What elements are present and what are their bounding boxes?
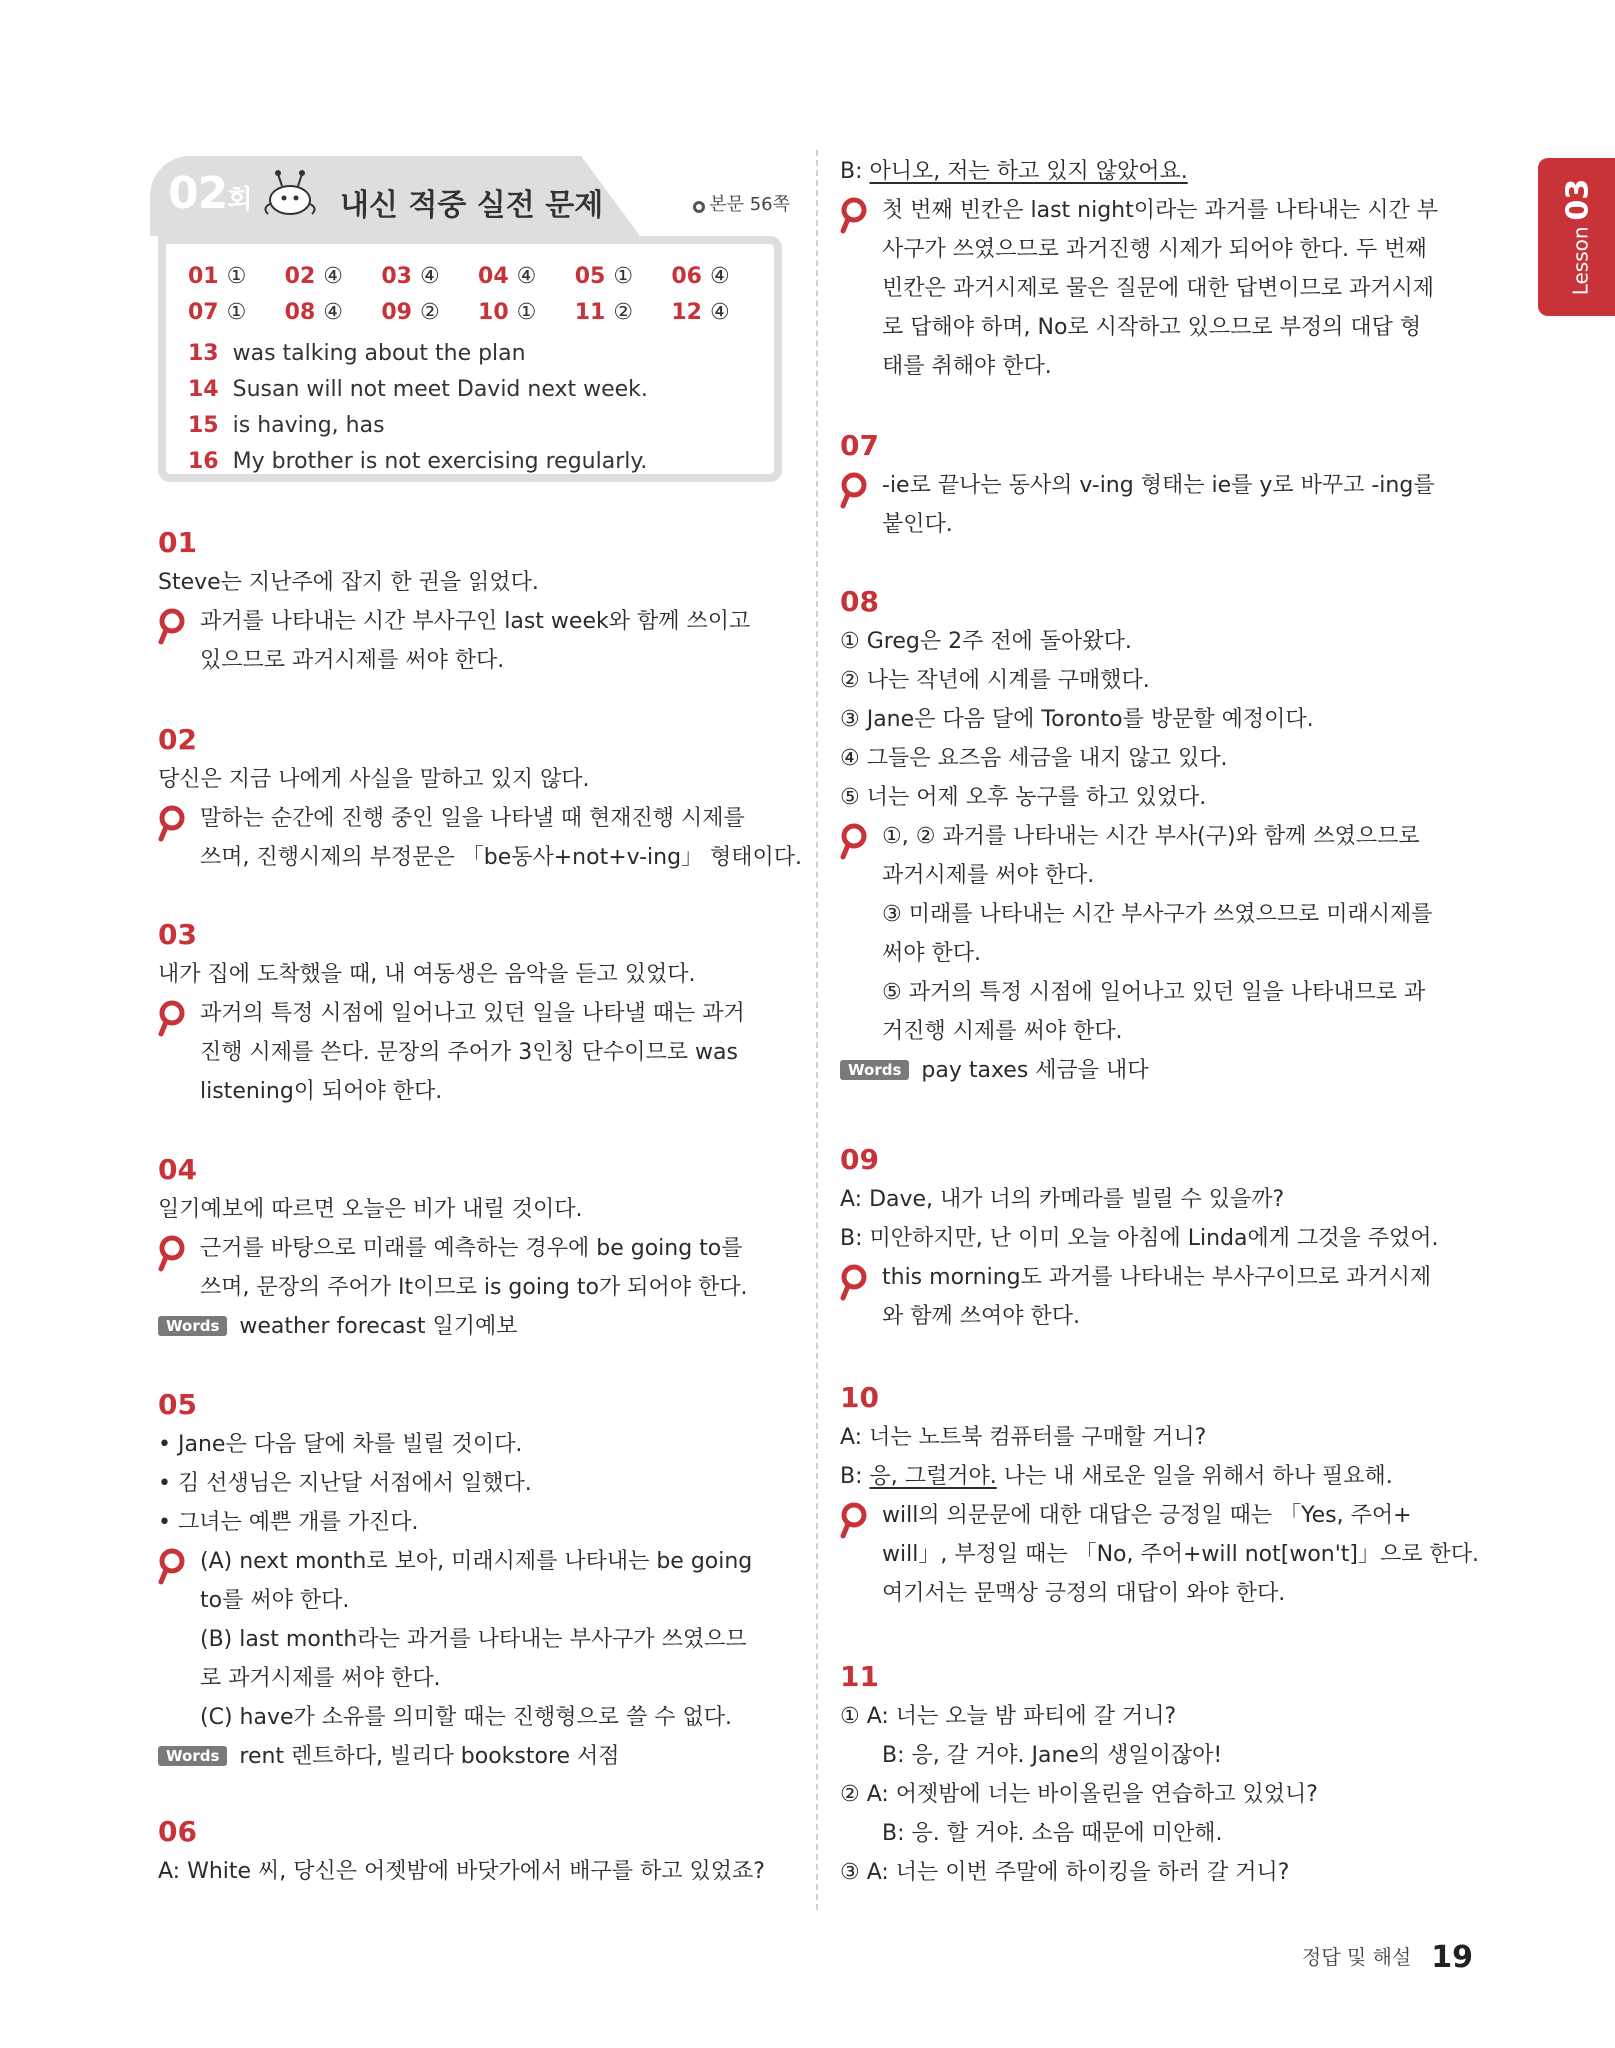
question-number: 05: [158, 1388, 197, 1421]
dialogue-line: B: 아니오, 저는 하고 있지 않았어요.: [840, 159, 1188, 184]
explanation-line: 붙인다.: [882, 512, 953, 537]
translation: Steve는 지난주에 잡지 한 권을 읽었다.: [158, 570, 539, 595]
words-note: [158, 1737, 790, 1776]
footer-label: 정답 및 해설: [1301, 1945, 1412, 1969]
magnifier-icon: [158, 1548, 192, 1588]
explanation-line: 태를 취해야 한다.: [882, 354, 1052, 379]
answer-item: 04 ④: [478, 264, 537, 289]
option-line: ④ 그들은 요즈음 세금을 내지 않고 있다.: [840, 746, 1228, 771]
dialogue-line: B: 응. 할 거야. 소음 때문에 미안해.: [882, 1821, 1223, 1846]
vocab: weather forecast 일기예보: [239, 1314, 518, 1339]
dialogue-line: ② A: 어젯밤에 너는 바이올린을 연습하고 있었니?: [840, 1782, 1318, 1807]
dialogue-line: B: 응, 갈 거야. Jane의 생일이잖아!: [882, 1743, 1223, 1768]
question-04: [158, 1150, 790, 1346]
magnifier-icon: [840, 823, 874, 863]
explanation-line: will의 의문문에 대한 대답은 긍정일 때는 「Yes, 주어+: [882, 1503, 1412, 1528]
written-answer: 15 is having, has: [188, 413, 385, 438]
question-number: 06: [158, 1815, 197, 1848]
answer-item: 12 ④: [671, 300, 730, 325]
answer-item: 03 ④: [381, 264, 440, 289]
dialogue-line: A: 너는 노트북 컴퓨터를 구매할 거니?: [840, 1425, 1207, 1450]
explanation-line: 과거시제를 써야 한다.: [882, 863, 1095, 888]
explanation: [840, 817, 1480, 1051]
explanation-line: to를 써야 한다.: [200, 1588, 350, 1613]
explanation-line: 빈칸은 과거시제로 물은 질문에 대한 답변이므로 과거시제: [882, 276, 1435, 301]
explanation: [158, 602, 790, 680]
magnifier-icon: [840, 1502, 874, 1542]
answer-item: 05 ①: [574, 264, 634, 289]
answer-item: 01 ①: [188, 264, 247, 289]
question-number: 08: [840, 585, 879, 618]
magnifier-icon: [158, 608, 192, 648]
explanation-line: (C) have가 소유를 의미할 때는 진행형으로 쓸 수 없다.: [200, 1705, 732, 1730]
quiz-title: 내신 적중 실전 문제: [340, 188, 604, 223]
explanation: [158, 1542, 790, 1737]
answer-item: 08 ④: [284, 300, 344, 325]
page-number: 19: [1431, 1940, 1473, 1975]
answer-box: [158, 236, 782, 482]
explanation-line: 로 과거시제를 써야 한다.: [200, 1666, 441, 1691]
question-06-continued: [840, 152, 1480, 386]
explanation-line: this morning도 과거를 나타내는 부사구이므로 과거시제: [882, 1265, 1432, 1290]
explanation-line: 근거를 바탕으로 미래를 예측하는 경우에 be going to를: [200, 1236, 743, 1261]
page-footer: [1302, 1940, 1473, 1975]
answer-item: 02 ④: [284, 264, 344, 289]
answer-item: 10 ①: [478, 300, 537, 325]
question-number: 11: [840, 1660, 879, 1693]
magnifier-icon: [158, 1235, 192, 1275]
dialogue-line: A: White 씨, 당신은 어젯밤에 바닷가에서 배구를 하고 있었죠?: [158, 1859, 765, 1884]
explanation-line: -ie로 끝나는 동사의 v-ing 형태는 ie를 y로 바꾸고 -ing를: [882, 473, 1435, 498]
explanation-line: 사구가 쓰였으므로 과거진행 시제가 되어야 한다. 두 번째: [882, 237, 1427, 262]
dialogue-line: ③ A: 너는 이번 주말에 하이킹을 하러 갈 거니?: [840, 1860, 1290, 1885]
explanation-line: 있으므로 과거시제를 써야 한다.: [200, 648, 505, 673]
words-badge: Words: [158, 1316, 227, 1336]
explanation-line: ⑤ 과거의 특정 시점에 일어나고 있던 일을 나타내므로 과: [882, 980, 1426, 1005]
answer-item: 09 ②: [381, 300, 440, 325]
mascot-icon: [260, 168, 320, 218]
explanation-line: 쓰며, 문장의 주어가 It이므로 is going to가 되어야 한다.: [200, 1275, 748, 1300]
explanation-line: 진행 시제를 쓴다. 문장의 주어가 3인칭 단수이므로 was: [200, 1040, 738, 1065]
explanation-line: (B) last month라는 과거를 나타내는 부사구가 쓰였으므: [200, 1627, 747, 1652]
translation: 일기예보에 따르면 오늘은 비가 내릴 것이다.: [158, 1197, 583, 1222]
answer-row: [188, 300, 768, 336]
explanation-line: 과거를 나타내는 시간 부사구인 last week와 함께 쓰이고: [200, 609, 751, 634]
magnifier-icon: [840, 1264, 874, 1304]
explanation-line: 로 답해야 하며, No로 시작하고 있으므로 부정의 대답 형: [882, 315, 1422, 340]
magnifier-icon: [840, 197, 874, 237]
explanation: [158, 994, 790, 1111]
explanation: [158, 1229, 790, 1307]
explanation-line: 여기서는 문맥상 긍정의 대답이 와야 한다.: [882, 1581, 1286, 1606]
quiz-header: [150, 150, 790, 490]
question-number: 10: [840, 1381, 879, 1414]
explanation-line: 쓰며, 진행시제의 부정문은 「be동사+not+v-ing」 형태이다.: [200, 845, 803, 870]
option-line: ⑤ 너는 어제 오후 농구를 하고 있었다.: [840, 785, 1207, 810]
translation: 내가 집에 도착했을 때, 내 여동생은 음악을 듣고 있었다.: [158, 962, 696, 987]
question-03: [158, 915, 790, 1111]
dialogue-line: A: Dave, 내가 너의 카메라를 빌릴 수 있을까?: [840, 1187, 1285, 1212]
explanation-line: listening이 되어야 한다.: [200, 1079, 443, 1104]
question-number: 02: [158, 723, 197, 756]
words-note: [158, 1307, 790, 1346]
question-09: [840, 1140, 1480, 1336]
answer-item: 07 ①: [188, 300, 247, 325]
bullet-item: • Jane은 다음 달에 차를 빌릴 것이다.: [158, 1425, 790, 1464]
question-number: 07: [840, 429, 879, 462]
explanation-line: (A) next month로 보아, 미래시제를 나타내는 be going: [200, 1549, 753, 1574]
bullet-item: • 그녀는 예쁜 개를 가진다.: [158, 1503, 790, 1542]
explanation-line: ①, ② 과거를 나타내는 시간 부사(구)와 함께 쓰였으므로: [882, 824, 1420, 849]
explanation: [840, 466, 1480, 544]
question-07: [840, 426, 1480, 544]
explanation-line: 써야 한다.: [882, 941, 981, 966]
magnifier-icon: [158, 805, 192, 845]
answer-row: [188, 264, 768, 300]
explanation-line: ③ 미래를 나타내는 시간 부사구가 쓰였으므로 미래시제를: [882, 902, 1433, 927]
written-answer: 13 was talking about the plan: [188, 341, 526, 366]
explanation: [840, 1258, 1480, 1336]
dialogue-line: ① A: 너는 오늘 밤 파티에 갈 거니?: [840, 1704, 1177, 1729]
question-08: [840, 582, 1480, 1090]
page-reference: 본문 56쪽: [693, 190, 790, 216]
magnifier-icon: [158, 1000, 192, 1040]
circle-icon: [693, 201, 705, 213]
question-06: [158, 1812, 798, 1891]
explanation-line: 거진행 시제를 써야 한다.: [882, 1019, 1123, 1044]
words-note: [840, 1051, 1480, 1090]
written-answer: 16 My brother is not exercising regularly.: [188, 449, 648, 474]
explanation-line: 말하는 순간에 진행 중인 일을 나타낼 때 현재진행 시제를: [200, 806, 745, 831]
explanation-line: 첫 번째 빈칸은 last night이라는 과거를 나타내는 시간 부: [882, 198, 1439, 223]
column-divider: [816, 150, 818, 1910]
question-number: 04: [158, 1153, 197, 1186]
explanation-line: will」, 부정일 때는 「No, 주어+will not[won't]」으로 한다.: [882, 1542, 1479, 1567]
question-11: [840, 1657, 1480, 1892]
question-02: [158, 720, 803, 877]
option-line: ① Greg은 2주 전에 돌아왔다.: [840, 629, 1132, 654]
dialogue-line: B: 미안하지만, 난 이미 오늘 아침에 Linda에게 그것을 주었어.: [840, 1226, 1439, 1251]
option-line: ③ Jane은 다음 달에 Toronto를 방문할 예정이다.: [840, 707, 1314, 732]
question-number: 09: [840, 1143, 879, 1176]
words-badge: Words: [840, 1060, 909, 1080]
words-badge: Words: [158, 1746, 227, 1766]
explanation-line: 과거의 특정 시점에 일어나고 있던 일을 나타낼 때는 과거: [200, 1001, 745, 1026]
explanation: [840, 1496, 1480, 1613]
question-05: [158, 1385, 790, 1776]
magnifier-icon: [840, 472, 874, 512]
lesson-tab: [1538, 158, 1615, 316]
question-01: [158, 523, 790, 680]
question-10: [840, 1378, 1480, 1613]
explanation: [158, 799, 803, 877]
bullet-item: • 김 선생님은 지난달 서점에서 일했다.: [158, 1464, 790, 1503]
lesson-label: Lesson03: [1560, 178, 1596, 296]
vocab: pay taxes 세금을 내다: [921, 1058, 1149, 1083]
dialogue-line: B: 응, 그럴거야. 나는 내 새로운 일을 위해서 하나 필요해.: [840, 1464, 1393, 1489]
answer-item: 06 ④: [671, 264, 730, 289]
translation: 당신은 지금 나에게 사실을 말하고 있지 않다.: [158, 767, 590, 792]
vocab: rent 렌트하다, 빌리다 bookstore 서점: [239, 1744, 620, 1769]
written-answer: 14 Susan will not meet David next week.: [188, 377, 648, 402]
question-number: 03: [158, 918, 197, 951]
question-number: 01: [158, 526, 197, 559]
option-line: ② 나는 작년에 시계를 구매했다.: [840, 668, 1150, 693]
explanation: [840, 191, 1480, 386]
answer-item: 11 ②: [574, 300, 634, 325]
explanation-line: 와 함께 쓰여야 한다.: [882, 1304, 1080, 1329]
quiz-number: 02회: [168, 168, 252, 219]
